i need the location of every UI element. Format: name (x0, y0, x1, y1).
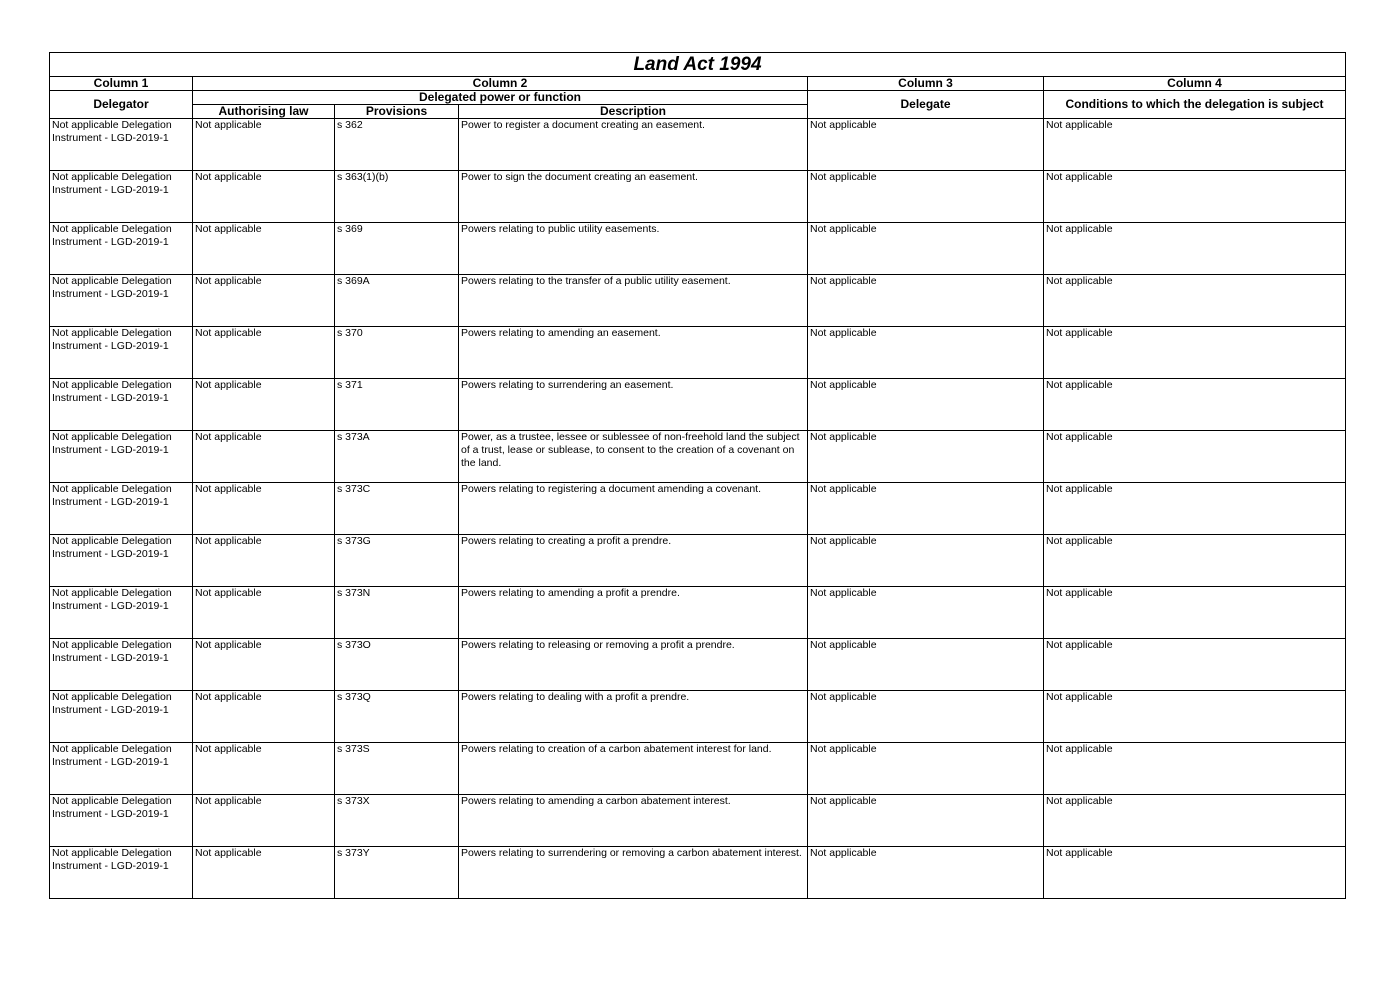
table-row (50, 431, 1346, 483)
conditions-cell: Not applicable (1044, 743, 1346, 795)
provisions-cell: s 373C (335, 483, 459, 535)
delegator-cell: Not applicable Delegation Instrument - LGD-2019-1 (50, 535, 193, 587)
delegate-cell: Not applicable (808, 587, 1044, 639)
table-row (50, 587, 1346, 639)
authorising-law-cell: Not applicable (193, 275, 335, 327)
description-cell: Power, as a trustee, lessee or sublessee of non-freehold land the subject of a trust, lease or sublease, to consent to the creation of a covenant on the land. (459, 431, 808, 483)
provisions-cell: s 373X (335, 795, 459, 847)
delegator-cell: Not applicable Delegation Instrument - LGD-2019-1 (50, 379, 193, 431)
delegate-cell: Not applicable (808, 535, 1044, 587)
column-1-header: Column 1 (50, 77, 193, 91)
provisions-cell: s 369A (335, 275, 459, 327)
delegate-cell: Not applicable (808, 223, 1044, 275)
table-row (50, 223, 1346, 275)
authorising-law-cell: Not applicable (193, 431, 335, 483)
delegator-cell: Not applicable Delegation Instrument - LGD-2019-1 (50, 639, 193, 691)
authorising-law-cell: Not applicable (193, 379, 335, 431)
conditions-cell: Not applicable (1044, 379, 1346, 431)
delegate-cell: Not applicable (808, 483, 1044, 535)
conditions-header: Conditions to which the delegation is subject (1044, 91, 1346, 119)
description-cell: Powers relating to the transfer of a public utility easement. (459, 275, 808, 327)
authorising-law-cell: Not applicable (193, 639, 335, 691)
provisions-cell: s 371 (335, 379, 459, 431)
delegator-cell: Not applicable Delegation Instrument - LGD-2019-1 (50, 847, 193, 899)
column-4-header: Column 4 (1044, 77, 1346, 91)
conditions-cell: Not applicable (1044, 483, 1346, 535)
delegated-power-header: Delegated power or function (193, 91, 808, 105)
table-row (50, 691, 1346, 743)
table-row (50, 743, 1346, 795)
description-cell: Powers relating to registering a document amending a covenant. (459, 483, 808, 535)
description-cell: Powers relating to surrendering or removing a carbon abatement interest. (459, 847, 808, 899)
delegate-cell: Not applicable (808, 275, 1044, 327)
column-3-header: Column 3 (808, 77, 1044, 91)
description-cell: Powers relating to amending an easement. (459, 327, 808, 379)
delegator-cell: Not applicable Delegation Instrument - LGD-2019-1 (50, 327, 193, 379)
provisions-cell: s 373S (335, 743, 459, 795)
description-cell: Powers relating to amending a carbon abatement interest. (459, 795, 808, 847)
authorising-law-cell: Not applicable (193, 327, 335, 379)
authorising-law-cell: Not applicable (193, 743, 335, 795)
conditions-cell: Not applicable (1044, 431, 1346, 483)
conditions-cell: Not applicable (1044, 535, 1346, 587)
description-cell: Powers relating to releasing or removing a profit a prendre. (459, 639, 808, 691)
description-cell: Powers relating to amending a profit a prendre. (459, 587, 808, 639)
delegator-cell: Not applicable Delegation Instrument - LGD-2019-1 (50, 587, 193, 639)
delegate-header: Delegate (808, 91, 1044, 119)
conditions-cell: Not applicable (1044, 119, 1346, 171)
conditions-cell: Not applicable (1044, 223, 1346, 275)
description-cell: Powers relating to creating a profit a prendre. (459, 535, 808, 587)
delegate-cell: Not applicable (808, 691, 1044, 743)
conditions-cell: Not applicable (1044, 171, 1346, 223)
table-row (50, 483, 1346, 535)
provisions-cell: s 369 (335, 223, 459, 275)
delegator-cell: Not applicable Delegation Instrument - LGD-2019-1 (50, 795, 193, 847)
authorising-law-cell: Not applicable (193, 691, 335, 743)
conditions-cell: Not applicable (1044, 327, 1346, 379)
authorising-law-cell: Not applicable (193, 795, 335, 847)
provisions-cell: s 370 (335, 327, 459, 379)
description-cell: Power to sign the document creating an easement. (459, 171, 808, 223)
authorising-law-cell: Not applicable (193, 483, 335, 535)
table-row (50, 119, 1346, 171)
delegate-cell: Not applicable (808, 327, 1044, 379)
delegator-header: Delegator (50, 91, 193, 119)
delegator-cell: Not applicable Delegation Instrument - LGD-2019-1 (50, 223, 193, 275)
authorising-law-header: Authorising law (193, 105, 335, 119)
delegator-cell: Not applicable Delegation Instrument - LGD-2019-1 (50, 171, 193, 223)
conditions-cell: Not applicable (1044, 587, 1346, 639)
authorising-law-cell: Not applicable (193, 587, 335, 639)
delegator-cell: Not applicable Delegation Instrument - LGD-2019-1 (50, 743, 193, 795)
delegator-cell: Not applicable Delegation Instrument - LGD-2019-1 (50, 119, 193, 171)
authorising-law-cell: Not applicable (193, 535, 335, 587)
authorising-law-cell: Not applicable (193, 119, 335, 171)
delegator-cell: Not applicable Delegation Instrument - LGD-2019-1 (50, 275, 193, 327)
description-cell: Powers relating to surrendering an easement. (459, 379, 808, 431)
delegate-cell: Not applicable (808, 379, 1044, 431)
authorising-law-cell: Not applicable (193, 223, 335, 275)
provisions-cell: s 373O (335, 639, 459, 691)
delegate-cell: Not applicable (808, 639, 1044, 691)
table-row (50, 639, 1346, 691)
table-row (50, 379, 1346, 431)
provisions-cell: s 373Q (335, 691, 459, 743)
description-cell: Powers relating to dealing with a profit a prendre. (459, 691, 808, 743)
description-cell: Powers relating to public utility easements. (459, 223, 808, 275)
delegate-cell: Not applicable (808, 743, 1044, 795)
table-row (50, 171, 1346, 223)
description-cell: Power to register a document creating an easement. (459, 119, 808, 171)
provisions-cell: s 373Y (335, 847, 459, 899)
description-cell: Powers relating to creation of a carbon abatement interest for land. (459, 743, 808, 795)
provisions-cell: s 373A (335, 431, 459, 483)
table-row (50, 327, 1346, 379)
table-row (50, 535, 1346, 587)
delegator-cell: Not applicable Delegation Instrument - LGD-2019-1 (50, 691, 193, 743)
delegate-cell: Not applicable (808, 847, 1044, 899)
delegate-cell: Not applicable (808, 171, 1044, 223)
delegator-cell: Not applicable Delegation Instrument - LGD-2019-1 (50, 431, 193, 483)
delegate-cell: Not applicable (808, 795, 1044, 847)
delegate-cell: Not applicable (808, 119, 1044, 171)
provisions-header: Provisions (335, 105, 459, 119)
conditions-cell: Not applicable (1044, 639, 1346, 691)
conditions-cell: Not applicable (1044, 795, 1346, 847)
conditions-cell: Not applicable (1044, 847, 1346, 899)
conditions-cell: Not applicable (1044, 691, 1346, 743)
provisions-cell: s 363(1)(b) (335, 171, 459, 223)
provisions-cell: s 362 (335, 119, 459, 171)
description-header: Description (459, 105, 808, 119)
table-row (50, 795, 1346, 847)
table-row (50, 275, 1346, 327)
table-title: Land Act 1994 (50, 53, 1346, 77)
delegator-cell: Not applicable Delegation Instrument - LGD-2019-1 (50, 483, 193, 535)
authorising-law-cell: Not applicable (193, 847, 335, 899)
provisions-cell: s 373N (335, 587, 459, 639)
delegation-table (49, 52, 1346, 899)
delegate-cell: Not applicable (808, 431, 1044, 483)
column-2-header: Column 2 (193, 77, 808, 91)
authorising-law-cell: Not applicable (193, 171, 335, 223)
provisions-cell: s 373G (335, 535, 459, 587)
table-row (50, 847, 1346, 899)
conditions-cell: Not applicable (1044, 275, 1346, 327)
